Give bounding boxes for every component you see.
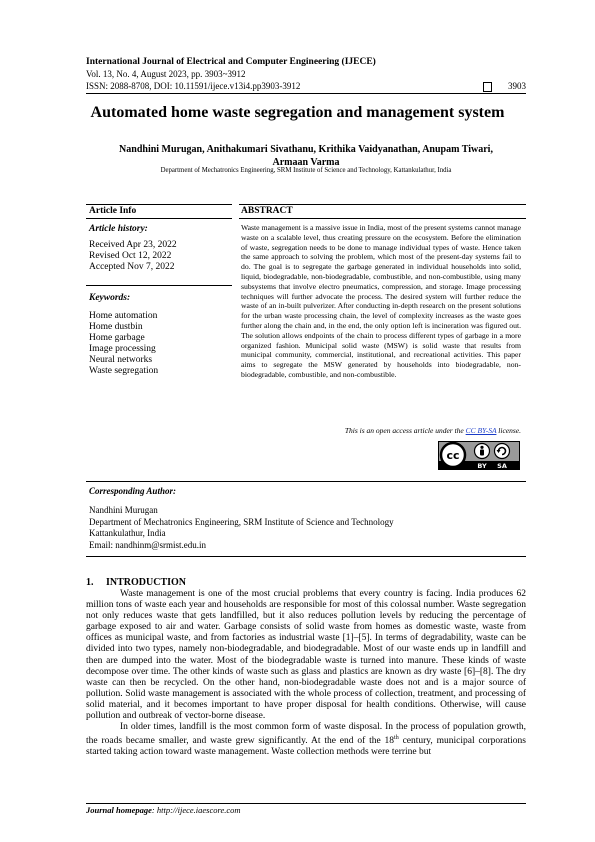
intro-paragraph-1: Waste management is one of the most crucial problems that every country is facing. India produces 62 million tons of waste each year and households are responsible for most of this colossal number. Waste segregation not only reduces waste that gets landfilled, but it also reduces pollution levels by reducing the percentage of garbage exposed to air and water. Garbage consists of solid waste from homes as domestic waste, waste from offices as municipal waste, and from factories as industrial waste [1]–[5]. In terms of degradability, waste can be divided into two types, namely non-biodegradable, and biodegradable. Most of our waste ends up in landfill and then are dumped into the water. Most of the biodegradable waste is turned into manure. These kinds of waste decompose over time. The other kinds of waste such as glass and plastics are known as dry waste [6]–[8]. The dry waste can then be recycled. On the other hand, non-biodegradable waste does not and is a major source of pollution. Solid waste management is associated with the whole process of collection, treatment, and processing of solid material, and it becomes important to have proper disposal for health conditions. Otherwise, will cause pollution and outbreak of vector-borne disease. xyxy=(86,589,526,722)
abstract-heading: ABSTRACT xyxy=(241,206,293,216)
article-info-sub-rule xyxy=(86,218,232,219)
article-info-top-rule xyxy=(86,204,232,205)
corresponding-bottom-rule xyxy=(86,556,526,557)
footer-rule xyxy=(86,803,526,804)
corresponding-top-rule xyxy=(86,481,526,482)
article-info-heading: Article Info xyxy=(89,206,137,216)
abstract-top-rule xyxy=(239,204,526,205)
journal-homepage xyxy=(86,805,241,815)
paper-title: Automated home waste segregation and management system xyxy=(90,104,505,121)
sa-label: SA xyxy=(497,462,507,470)
keyword-item: Neural networks xyxy=(89,355,153,365)
corresponding-dept: Department of Mechatronics Engineering, SRM Institute of Science and Technology xyxy=(89,516,394,527)
cc-icon-text: cc xyxy=(446,449,460,462)
introduction-heading: 1. INTRODUCTION xyxy=(86,577,187,588)
keyword-item: Home garbage xyxy=(89,333,145,343)
header-rule xyxy=(86,93,526,94)
issn-doi: ISSN: 2088-8708, DOI: 10.11591/ijece.v13i4.pp3903-3912 xyxy=(86,81,301,91)
affiliation: Department of Mechatronics Engineering, SRM Institute of Science and Technology, Kattankulathur, India xyxy=(160,167,452,174)
history-revised: Revised Oct 12, 2022 xyxy=(89,251,172,261)
corresponding-email: Email: nandhinm@srmist.edu.in xyxy=(89,539,207,550)
page-box-icon xyxy=(483,82,492,92)
volume-info: Vol. 13, No. 4, August 2023, pp. 3903~3912 xyxy=(86,69,246,79)
authors-line-2: Armaan Varma xyxy=(272,156,340,168)
history-list xyxy=(89,240,177,273)
license-suffix: license. xyxy=(496,426,521,435)
abstract-text: Waste management is a massive issue in India, most of the present systems cannot manage waste on a scalable level, thus creating pressure on the ecosystem. Before the elimination of waste, segregation needs to be done to manage individual types of waste. Hence taken the same approach to solving the problem, which most of the present-day systems fail to do. The goal is to segregate the garbage generated in individual households into solid, liquid, biodegradable, non-biodegradable, combustible, and non-combustible, using many subsystems that involve electro pneumatics, compression, and storage. Image processing techniques will further advocate the process. The desired system will further reduce the waste of an in-built pulverizer. After conducting in-depth research on the present solutions for the urban waste processing chain, the level of complexity increases as the waste goes further along the chain and, in the end, the only option left is incineration was figured out. The solution allows endpoints of the chain to process different types of garbage in a more organized fashion. Municipal solid waste (MSW) is solid waste that results from municipal community, commercial, institutional, and recreational activities. This paper aims to segregate the MSW generated by households into biodegradable, non-biodegradable, combustible, and non-combustible. xyxy=(241,223,521,379)
intro-p2-sup: th xyxy=(394,735,399,742)
corresponding-name: Nandhini Murugan xyxy=(89,505,158,515)
history-accepted: Accepted Nov 7, 2022 xyxy=(89,262,175,272)
history-received: Received Apr 23, 2022 xyxy=(89,240,177,250)
license-line xyxy=(241,426,521,435)
abstract-sub-rule xyxy=(239,218,526,219)
cc-by-sa-badge[interactable] xyxy=(438,441,520,470)
page-number: 3903 xyxy=(508,81,526,91)
journal-name: International Journal of Electrical and Computer Engineering (IJECE) xyxy=(86,57,376,67)
keywords-rule xyxy=(86,285,232,286)
cc-by-sa-link[interactable]: CC BY-SA xyxy=(465,426,497,435)
keywords-label: Keywords: xyxy=(89,293,131,303)
homepage-label: Journal homepage xyxy=(86,805,152,815)
authors-line-1: Nandhini Murugan, Anithakumari Sivathanu, Krithika Vaidyanathan, Anupam Tiwari, xyxy=(119,144,493,155)
keyword-item: Home dustbin xyxy=(89,322,143,332)
corresponding-label: Corresponding Author: xyxy=(89,486,176,496)
corresponding-city: Kattankulathur, India xyxy=(89,528,166,538)
corresponding-details xyxy=(89,505,394,551)
intro-paragraph-2 xyxy=(86,722,526,758)
keyword-item: Home automation xyxy=(89,311,158,321)
intro-p2-start: In older times, landfill is the most common form of waste disposal. In the process of population growth, the roads became smaller, and waste grew significantly. At the end of the 18 xyxy=(86,722,526,747)
sa-icon xyxy=(495,444,510,459)
license-prefix: This is an open access article under the xyxy=(344,426,466,435)
keyword-item: Waste segregation xyxy=(89,366,159,376)
homepage-url[interactable]: : http://ijece.iaescore.com xyxy=(151,805,241,815)
keyword-item: Image processing xyxy=(89,344,156,354)
history-label: Article history: xyxy=(89,224,148,234)
introduction-body xyxy=(86,589,526,759)
intro-p2-end: century, municipal corporations started taking action toward waste management. Waste collection methods were terrine but xyxy=(86,736,526,758)
authors xyxy=(86,144,526,169)
keywords-list xyxy=(89,311,158,377)
by-label: BY xyxy=(477,462,487,470)
